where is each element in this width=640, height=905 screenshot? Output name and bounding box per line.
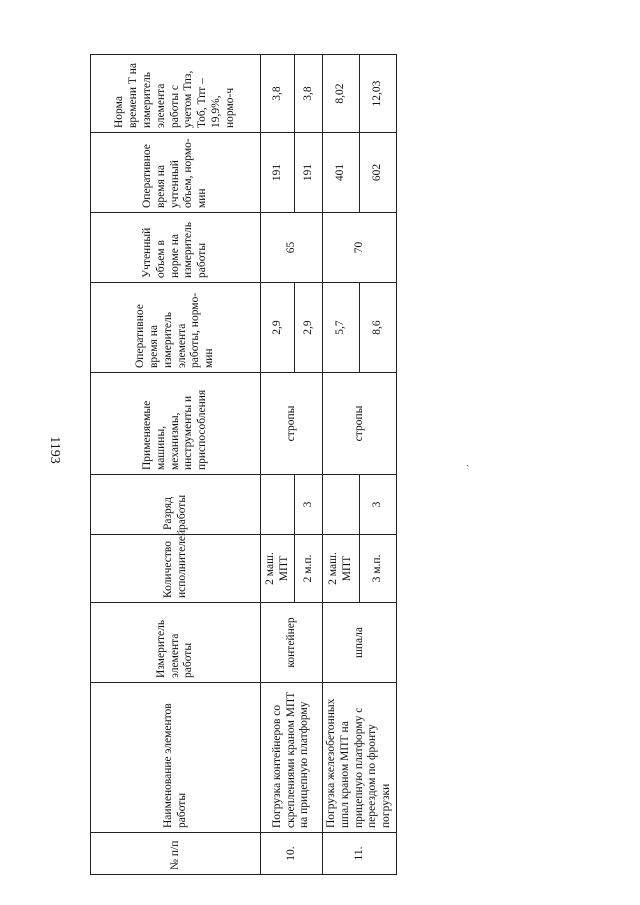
row-norm: 3,8 [261,55,295,133]
row-machines: стропы [323,373,397,475]
table-row [323,55,360,875]
rotated-table-area [90,55,393,875]
norms-table [90,54,397,875]
row-name: Погрузка контейнеров со скреплениями краном МПТ на прицепную платформу [261,683,323,833]
row-op-time: 2,9 [295,283,323,373]
row-volume: 65 [261,213,323,283]
header-row [91,55,261,875]
scan-mark: ˎ [466,456,470,467]
header-op-time-volume: Оперативное время на учтенный объем, нормо-мин [91,133,261,213]
row-op-time: 5,7 [323,283,360,373]
header-grade: Разряд работы [91,475,261,535]
row-workers: 3 м.п. [359,535,396,603]
row-workers: 2 м.п. [295,535,323,603]
row-op-time-volume: 401 [323,133,360,213]
row-op-time-volume: 191 [295,133,323,213]
header-workers: Количество исполнителей [91,535,261,603]
row-num: 10. [261,833,323,875]
header-name: Наименование элементов работы [91,683,261,833]
row-machines: стропы [261,373,323,475]
row-op-time-volume: 602 [359,133,396,213]
row-grade [261,475,295,535]
row-workers: 2 маш. МПТ [323,535,360,603]
header-volume: Учтенный объем в норме на измеритель работы [91,213,261,283]
header-op-time: Оперативное время на измеритель элемента работы, нормо-мин [91,283,261,373]
row-op-time: 8,6 [359,283,396,373]
row-num: 11. [323,833,397,875]
page-number: 1193 [47,436,62,464]
row-grade: 3 [295,475,323,535]
row-name: Погрузка железобетонных шпал краном МПТ на прицепную платформу с переездом по фронту погрузки [323,683,397,833]
row-workers: 2 маш. МПТ [261,535,295,603]
row-norm: 12,03 [359,55,396,133]
row-grade [323,475,360,535]
header-num: № п/п [91,833,261,875]
row-norm: 8,02 [323,55,360,133]
row-op-time-volume: 191 [261,133,295,213]
header-meter: Измеритель элемента работы [91,603,261,683]
table-container [90,55,393,875]
table-row [261,55,295,875]
row-op-time: 2,9 [261,283,295,373]
row-grade: 3 [359,475,396,535]
row-volume: 70 [323,213,397,283]
row-meter: шпала [323,603,397,683]
row-norm: 3,8 [295,55,323,133]
header-norm: Норма времени Т на измеритель элемента работы с учетом Тпз, Тоб, Тпт – 19,9%, нормо-ч [91,55,261,133]
header-machines: Применяемые машины, механизмы, инструменты и приспособления [91,373,261,475]
row-meter: контейнер [261,603,323,683]
